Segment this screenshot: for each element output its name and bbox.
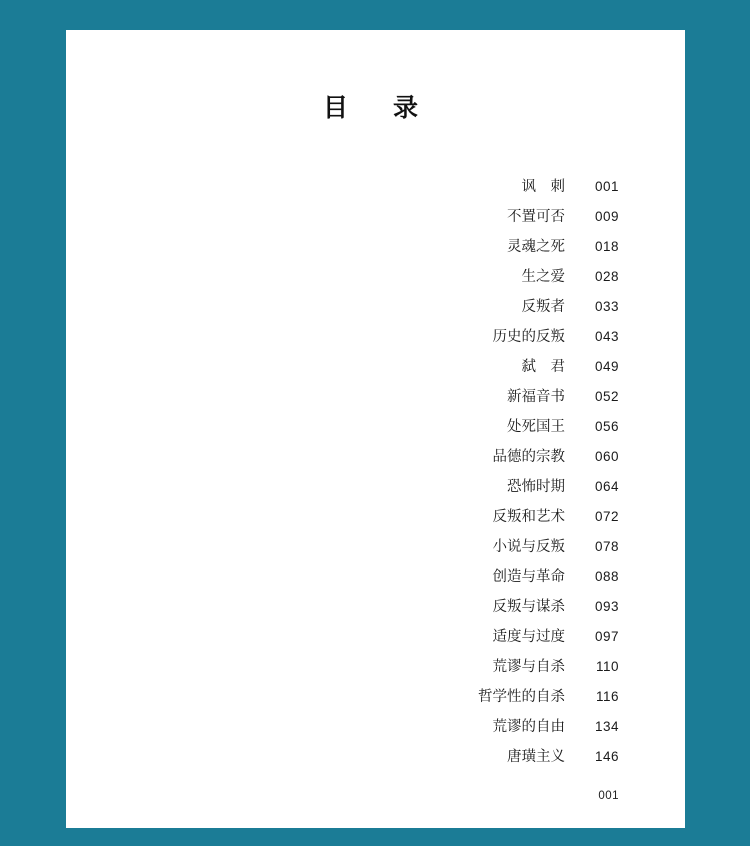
toc-entry-label: 灵魂之死 (507, 239, 565, 255)
toc-entry[interactable] (66, 712, 619, 742)
toc-entry-page: 110 (595, 659, 619, 674)
toc-entry[interactable] (66, 502, 619, 532)
toc-entry-label: 生之爱 (521, 269, 565, 285)
toc-entry-label: 哲学性的自杀 (478, 689, 565, 705)
toc-entry[interactable] (66, 562, 619, 592)
toc-entry-page: 078 (594, 539, 619, 554)
toc-entry-page: 093 (594, 599, 619, 614)
toc-entry-page: 134 (594, 719, 619, 734)
toc-entry-label: 创造与革命 (492, 569, 565, 585)
toc-entry-page: 028 (594, 269, 619, 284)
book-page (66, 30, 685, 828)
toc-entry[interactable] (66, 202, 619, 232)
toc-entry[interactable] (66, 232, 619, 262)
page-title: 目 录 (322, 95, 428, 122)
toc-entry[interactable] (66, 442, 619, 472)
toc-entry-page: 064 (594, 479, 619, 494)
toc-entry-page: 146 (594, 749, 619, 764)
toc-entry-label: 处死国王 (507, 419, 565, 435)
toc-entry-label: 适度与过度 (492, 629, 565, 645)
toc-entry-page: 033 (594, 299, 619, 314)
toc-entry[interactable] (66, 652, 619, 682)
toc-entry[interactable] (66, 742, 619, 772)
toc-entry-page: 043 (594, 329, 619, 344)
toc-entry[interactable] (66, 322, 619, 352)
toc-entry-label: 品德的宗教 (492, 449, 565, 465)
toc-entry-label: 小说与反叛 (492, 539, 565, 555)
toc-entry-page: 018 (594, 239, 619, 254)
toc-entry[interactable] (66, 622, 619, 652)
toc-entry-label: 新福音书 (507, 389, 565, 405)
toc-entry-page: 052 (594, 389, 619, 404)
toc-entry-page: 088 (594, 569, 619, 584)
toc-entry[interactable] (66, 292, 619, 322)
table-of-contents (66, 172, 685, 772)
page-folio: 001 (598, 790, 619, 802)
toc-entry-label: 历史的反叛 (492, 329, 565, 345)
toc-entry[interactable] (66, 262, 619, 292)
toc-entry[interactable] (66, 472, 619, 502)
toc-entry-label: 弑 君 (521, 359, 565, 375)
toc-entry[interactable] (66, 382, 619, 412)
toc-entry-label: 讽 刺 (521, 179, 565, 195)
toc-entry-label: 荒谬与自杀 (492, 659, 565, 675)
toc-entry-page: 116 (595, 689, 619, 704)
toc-entry[interactable] (66, 592, 619, 622)
toc-entry-page: 001 (594, 179, 619, 194)
toc-entry-label: 反叛者 (521, 299, 565, 315)
toc-entry-label: 荒谬的自由 (492, 719, 565, 735)
toc-entry-label: 反叛与谋杀 (492, 599, 565, 615)
toc-entry-page: 056 (594, 419, 619, 434)
toc-entry-page: 060 (594, 449, 619, 464)
toc-entry-label: 唐璜主义 (507, 749, 565, 765)
toc-entry-page: 097 (594, 629, 619, 644)
toc-entry-label: 反叛和艺术 (492, 509, 565, 525)
toc-entry-label: 不置可否 (507, 209, 565, 225)
toc-entry[interactable] (66, 352, 619, 382)
toc-entry-page: 009 (594, 209, 619, 224)
toc-entry[interactable] (66, 172, 619, 202)
toc-entry[interactable] (66, 532, 619, 562)
toc-entry[interactable] (66, 412, 619, 442)
toc-entry-page: 072 (594, 509, 619, 524)
toc-entry[interactable] (66, 682, 619, 712)
toc-entry-label: 恐怖时期 (507, 479, 565, 495)
toc-entry-page: 049 (594, 359, 619, 374)
